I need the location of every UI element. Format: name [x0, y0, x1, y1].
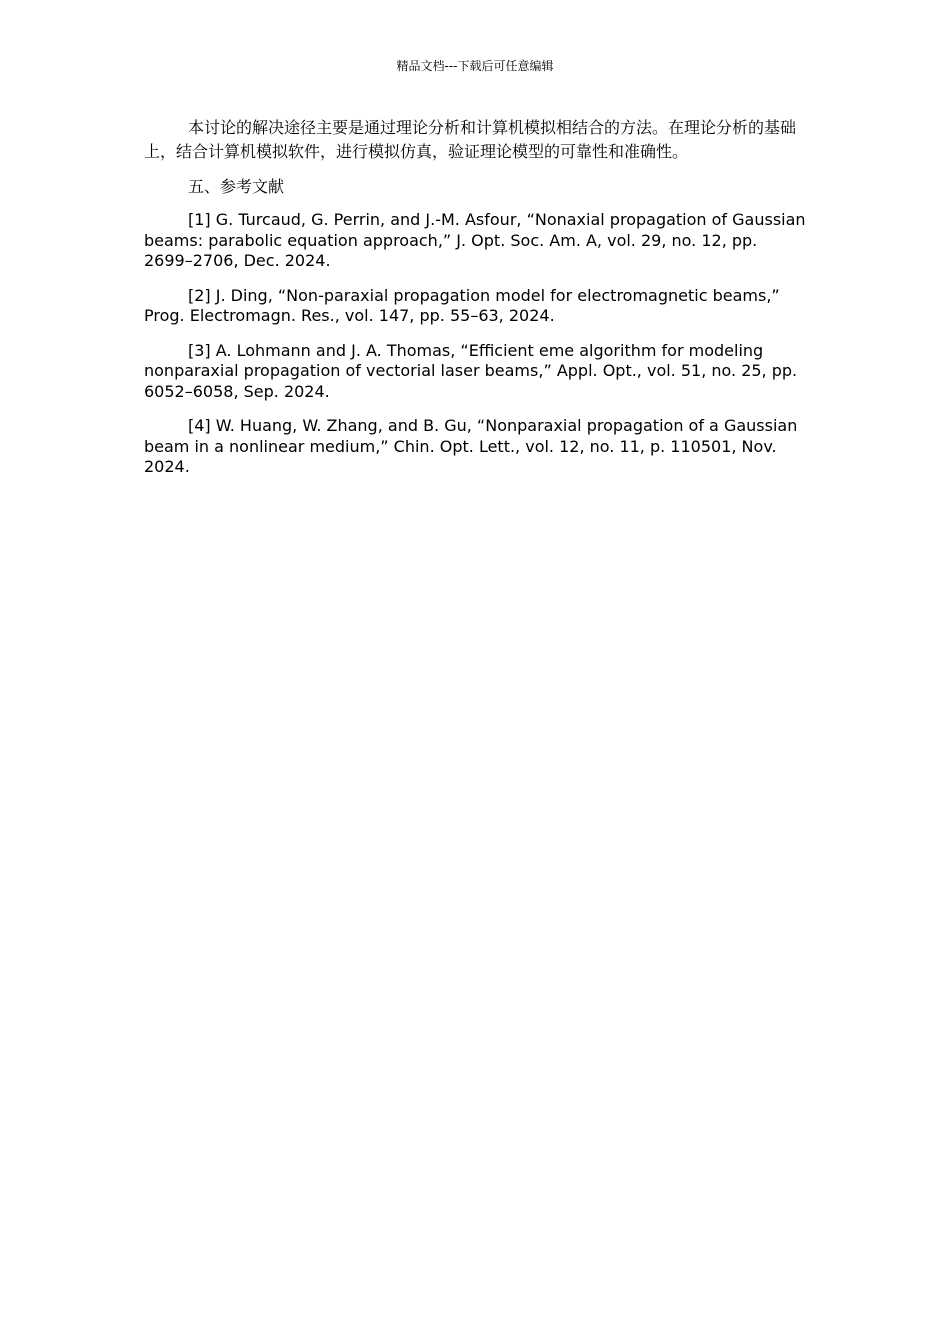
- body-paragraph: 本讨论的解决途径主要是通过理论分析和计算机模拟相结合的方法。在理论分析的基础上，结合计算机模拟软件，进行模拟仿真，验证理论模型的可靠性和准确性。: [144, 118, 797, 161]
- reference-item-3: [3] A. Lohmann and J. A. Thomas, “Efficient eme algorithm for modeling nonparaxial propagation of vectorial laser beams,” Appl. Opt., vol. 51, no. 25, pp. 6052–6058, Sep. 2024.: [144, 340, 798, 401]
- reference-item-1: [1] G. Turcaud, G. Perrin, and J.-M. Asfour, “Nonaxial propagation of Gaussian beams: parabolic equation approach,” J. Opt. Soc. Am. A, vol. 29, no. 12, pp. 2699–2706, Dec. 2024.: [144, 210, 806, 270]
- reference-item-2: [2] J. Ding, “Non-paraxial propagation model for electromagnetic beams,” Prog. Electromagn. Res., vol. 147, pp. 55–63, 2024.: [144, 285, 780, 325]
- section-title-references: 五、参考文献: [188, 177, 285, 196]
- reference-item-4: [4] W. Huang, W. Zhang, and B. Gu, “Nonparaxial propagation of a Gaussian beam in a nonlinear medium,” Chin. Opt. Lett., vol. 12, no. 11, p. 110501, Nov. 2024.: [144, 416, 798, 476]
- reference-list: [144, 210, 806, 478]
- page-header: 精品文档---下载后可任意编辑: [396, 59, 554, 73]
- document-body: [144, 116, 806, 492]
